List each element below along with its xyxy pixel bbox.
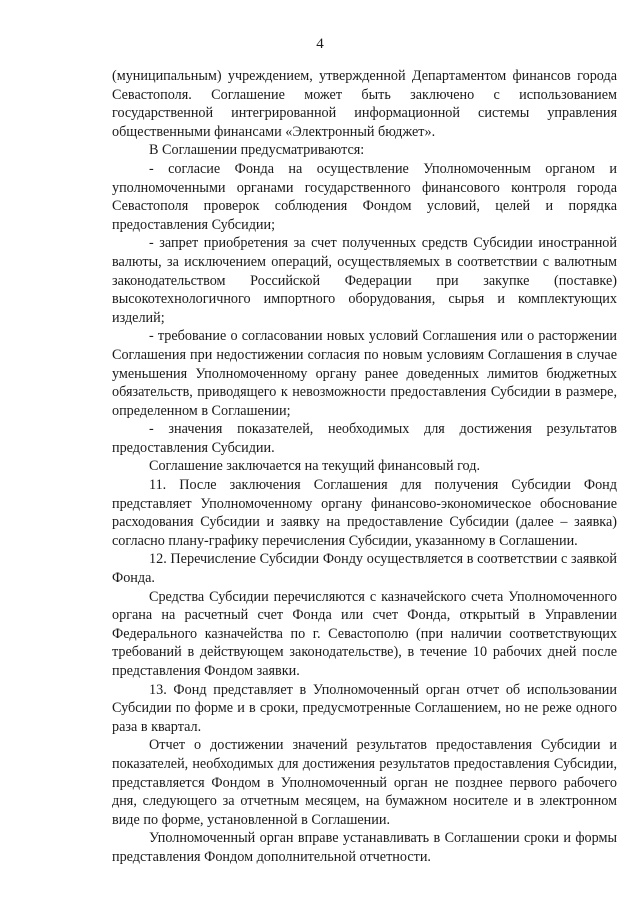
document-body [112, 67, 617, 867]
paragraph: Отчет о достижении значений результатов предоставления Субсидии и показателей, необходимых для достижения результатов предоставления Субсидии, представляется Фондом в Уполномоченный орган не позднее первого рабочего дня, следующего за отчетным месяцем, на бумажном носителе и в электронном виде по форме, установленной в Соглашении. [112, 737, 617, 828]
paragraph: В Соглашении предусматриваются: [149, 142, 365, 159]
page-number: 4 [316, 36, 324, 52]
paragraph: Соглашение заключается на текущий финансовый год. [149, 458, 481, 475]
paragraph: - согласие Фонда на осуществление Уполномоченным органом и уполномоченными органами государственного финансового контроля города Севастополя проверок соблюдения Фондом условий, целей и порядка предоставления Субсидии; [112, 160, 617, 233]
paragraph: - запрет приобретения за счет полученных средств Субсидии иностранной валюты, за исключением операций, осуществляемых в соответствии с валютным законодательством Российской Федерации при закупке (поставке) высокотехнологичного импортного оборудования, сырья и комплектующих изделий; [112, 235, 617, 326]
paragraph: Средства Субсидии перечисляются с казначейского счета Уполномоченного органа на расчетный счет Фонда или счет Фонда, открытый в Управлении Федерального казначейства по г. Севастополю (при наличии соответствующих требований в действующем законодательстве), в течение 10 рабочих дней после представления Фондом заявки. [112, 588, 617, 679]
paragraph: 12. Перечисление Субсидии Фонду осуществляется в соответствии с заявкой Фонда. [112, 551, 617, 587]
paragraph: - требование о согласовании новых условий Соглашения или о расторжении Соглашения при недостижении согласия по новым условиям Соглашения в случае уменьшения Уполномоченному органу ранее доведенных лимитов бюджетных обязательств, приводящего к невозможности предоставления Субсидии в размере, определенном в Соглашении; [112, 328, 617, 419]
paragraph: - значения показателей, необходимых для достижения результатов предоставления Субсидии. [112, 421, 617, 456]
paragraph: Уполномоченный орган вправе устанавливать в Соглашении сроки и формы представления Фондом дополнительной отчетности. [112, 830, 617, 865]
paragraph: (муниципальным) учреждением, утвержденной Департаментом финансов города Севастополя. Соглашение может быть заключено с использованием государственной интегрированной информационной системы управления общественными финансами «Электронный бюджет». [112, 68, 617, 140]
paragraph: 13. Фонд представляет в Уполномоченный орган отчет об использовании Субсидии по форме и в сроки, предусмотренные Соглашением, но не реже одного раза в квартал. [112, 681, 617, 735]
paragraph: 11. После заключения Соглашения для получения Субсидии Фонд представляет Уполномоченному органу финансово-экономическое обоснование расходования Субсидии и заявку на предоставление Субсидии (далее – заявка) согласно плану-графику перечисления Субсидии, указанному в Соглашении. [112, 477, 617, 549]
